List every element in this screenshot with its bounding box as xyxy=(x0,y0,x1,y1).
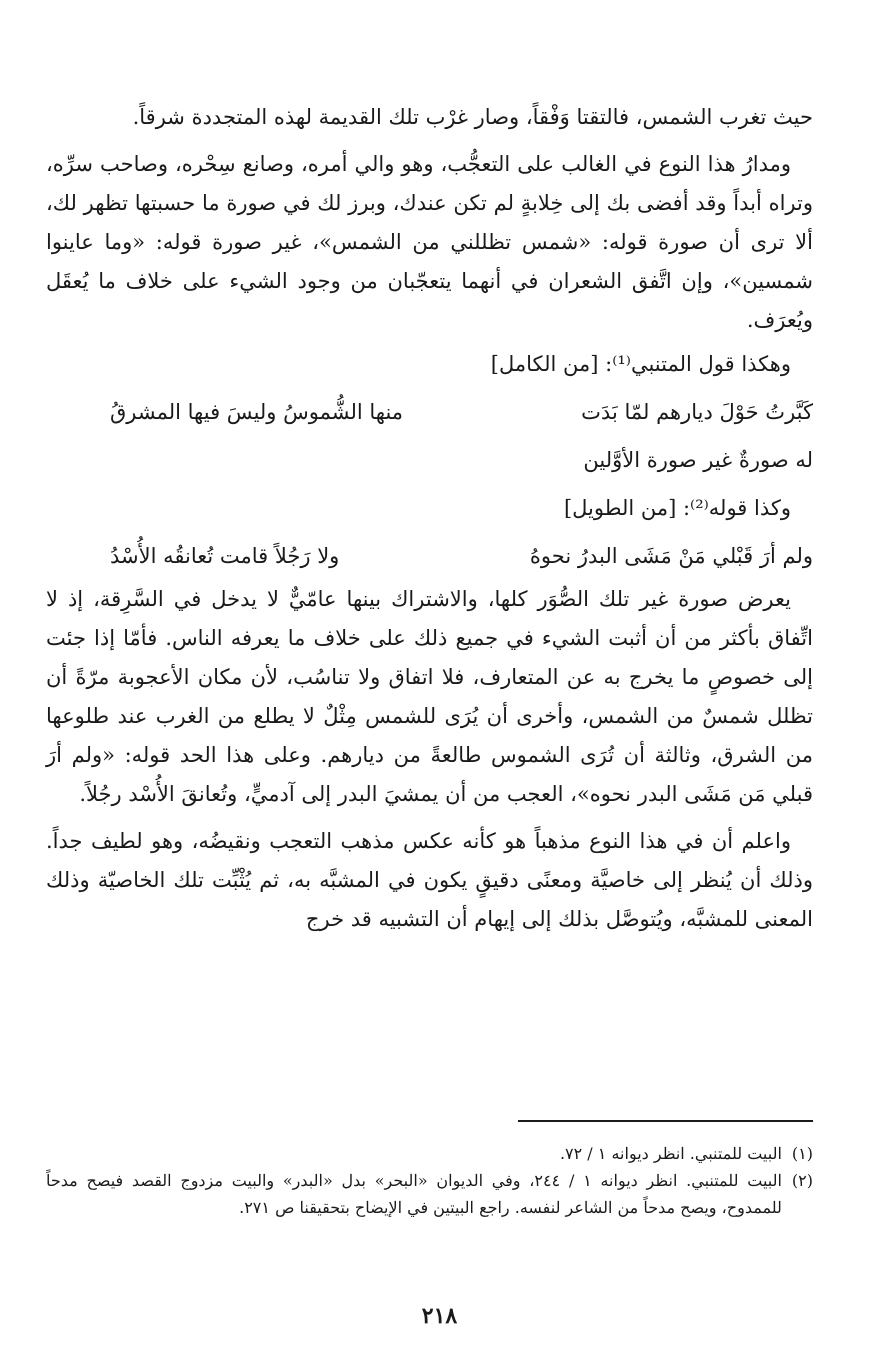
footnote-2-text: البيت للمتنبي. انظر ديوانه ١ / ٢٤٤، وفي الديوان «البحر» بدل «البدر» والبيت مزدوج القصد فيصح مدحاً للممدوح، ويصح مدحاً من الشاعر لنفسه. راجع البيتين في الإيضاح بتحقيقنا ص ٢٧١. xyxy=(46,1171,782,1217)
footnote-1-number: (١) xyxy=(791,1144,813,1163)
footnote-2 xyxy=(46,1167,813,1221)
paragraph-2: ومدارُ هذا النوع في الغالب على التعجُّب، وهو والي أمره، وصانع سِحْره، وصاحب سرِّه، وتراه أبداً وقد أفضى بك إلى خِلابةٍ لم تكن عندك، وبرز لك في صورة ما حسبتها تظهر لك، ألا ترى أن صورة قوله: «شمس تظللني من الشمس»، غير صورة قوله: «وما عاينوا شمسين»، وإن اتَّفق الشعران في أنهما يتعجّبان من وجود الشيء على خلاف ما يُعقَل ويُعرَف. xyxy=(46,152,813,332)
footnote-separator xyxy=(518,1120,813,1122)
page-number: ٢١٨ xyxy=(421,1303,458,1329)
verse-intro-1: وهكذا قول المتنبي⁽¹⁾: [من الكامل] xyxy=(490,352,791,376)
verse-2-second-hemistich: ولا رَجُلاً قامت تُعانقُه الأُسْدُ xyxy=(110,544,340,568)
paragraph-3: يعرض صورة غير تلك الصُّوَر كلها، والاشتراك بينها عامّيٌّ لا يدخل في السَّرِقة، إذ لا اتِّفاق بأكثر من أن أثبت الشيء في جميع ذلك على خلاف ما يعرفه الناس. فأمّا إذا جئت إلى خصوصٍ ما يخرج به عن المتعارف، فلا اتفاق ولا تناسُب، لأن مكان الأعجوبة مرّةً أن تظلل شمسٌ من الشمس، وأخرى أن يُرَى للشمس مِثْلٌ لا يطلع من الغرب عند طلوعها من الشرق، وثالثة أن تُرَى الشموس طالعةً من ديارهم. وعلى هذا الحد قوله: «ولم أرَ قبلي مَن مَشَى البدر نحوه»، العجب من أن يمشيَ البدر إلى آدميٍّ، وتُعانقَ الأُسْد رجُلاً. xyxy=(46,587,813,806)
verse-1-second-hemistich: منها الشُّموسُ وليسَ فيها المشرقُ xyxy=(110,400,404,424)
paragraph-1: حيث تغرب الشمس، فالتقتا وَفْقاً، وصار غرْب تلك القديمة لهذه المتجددة شرقاً. xyxy=(132,105,813,129)
line-after-verse-1: له صورةٌ غير صورة الأوَّلين xyxy=(583,448,813,472)
verse-1-first-hemistich: كَبَّرتُ حَوْلَ ديارهم لمّا بَدَت xyxy=(581,400,813,424)
verse-intro-2: وكذا قوله⁽²⁾: [من الطويل] xyxy=(563,496,791,520)
verse-2 xyxy=(46,532,813,580)
main-text xyxy=(46,98,813,939)
footnotes xyxy=(46,1140,813,1221)
footnote-1 xyxy=(46,1140,813,1167)
paragraph-4: واعلم أن في هذا النوع مذهباً هو كأنه عكس مذهب التعجب ونقيضُه، وهو لطيف جداً. وذلك أن يُنظر إلى خاصيَّة ومعنًى دقيقٍ يكون في المشبَّه به، ثم يُثْبِّت تلك الخاصيّة وذلك المعنى للمشبَّه، ويُتوصَّل بذلك إلى إيهام أن التشبيه قد خرج xyxy=(46,829,813,931)
verse-1 xyxy=(46,388,813,436)
footnote-2-number: (٢) xyxy=(791,1171,813,1190)
footnote-1-text: البيت للمتنبي. انظر ديوانه ١ / ٧٢. xyxy=(559,1144,782,1163)
verse-2-first-hemistich: ولم أرَ قَبْلي مَنْ مَشَى البدرُ نحوهُ xyxy=(529,544,813,568)
